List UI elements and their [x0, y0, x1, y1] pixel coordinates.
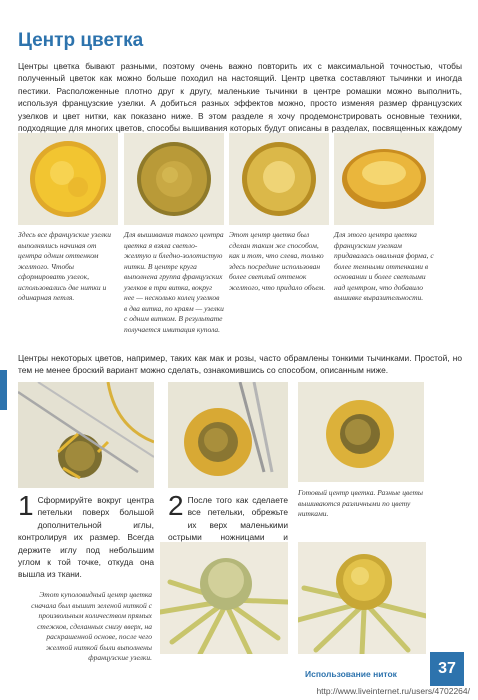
intro-paragraph: Центры цветка бывают разными, поэтому очень важно повторить их с максимальной точностью, чтобы полученный цветок как можно больше походил на настоящий. Центр цветка составляют тычинки и иногда пестики. Расположенные плотно друг к другу, маленькие тычинки в центре ромашки можно выполнить, используя французские узелки. А добиться разных эффектов можно, просто изменяя размер французских узелков и цвет нитки, как показано ниже. В этом разделе я хочу продемонстрировать основные техники, подходящие для многих цветов, способы вышивания которых будут описаны в разделах, посвященных каждому — [18, 61, 462, 134]
step-1-text: Сформируйте вокруг центра петельки поверх большой дополнительной иглы, контролируя их размер. Всегда держите иглу под небольшим углом к той точке, откуда она вышла из ткани. — [18, 495, 154, 580]
caption-ready: Готовый центр цветка. Разные цветы вышиваются различными по цвету нитками. — [298, 488, 423, 518]
caption-center-3: Этот центр цветка был сделан таким же способом, как и тот, что слева, только здесь посредине использован более светлый оттенок желтого, что придало объем. — [229, 230, 326, 292]
step-1-number: 1 — [18, 490, 34, 521]
source-url[interactable]: http://www.liveinternet.ru/users/4702264/ — [316, 686, 470, 696]
photo-ready-center — [298, 382, 424, 482]
footer-section-label: Использование ниток — [305, 669, 397, 679]
caption-center-4: Для этого центра цветка французским узелкам придавалась овальная форма, с более темными оттенками в основании и более светлыми над центром, что добавило вышивке выразительности. — [334, 230, 434, 302]
photo-flower-center-3 — [229, 133, 329, 225]
middle-paragraph: Центры некоторых цветов, например, таких как мак и розы, часто обрамлены тонкими тычинками. Простой, но тем не менее броский вариант можно сделать, ознакомившись со способом, описанным ниже. — [18, 353, 462, 376]
photo-flower-center-1 — [18, 133, 118, 225]
step-2-number: 2 — [168, 490, 184, 521]
photo-step-2 — [168, 382, 288, 488]
step-1 — [18, 490, 154, 581]
photo-flower-center-2 — [124, 133, 224, 225]
page-title: Центр цветка — [18, 30, 144, 51]
photo-dome-center-1 — [160, 542, 288, 654]
photo-dome-center-2 — [298, 542, 426, 654]
photo-flower-center-4 — [334, 133, 434, 225]
caption-center-1: Здесь все французские узелки выполнялись начиная от центра одним оттенком желтого. Чтобы сформировать узелок, использовались две нитки и одинарная петля. — [18, 230, 112, 302]
caption-dome: Этот куполовидный центр цветка сначала был вышит зеленой ниткой с произвольным количеством прямых стежков, сделанных снизу вверх, на раскрашенной основе, после чего желтой ниткой были выполнены французские узелки. — [31, 590, 152, 662]
caption-center-2: Для вышивания такого центра цветка я взяла светло-желтую и бледно-золотистую нитки. В центре круга выполнена группа французских узелков в три витка, вокруг нее — несколько колец узелков в два витка, по краям — узелки с одним витком. В результате получается имитация купола. — [124, 230, 224, 334]
photo-step-1 — [18, 382, 154, 488]
accent-bar — [0, 370, 7, 410]
step-2-text: После того как сделаете все петельки, обрежьте их верх маленькими острыми ножницами и — [168, 495, 288, 543]
page-number: 37 — [430, 652, 464, 686]
